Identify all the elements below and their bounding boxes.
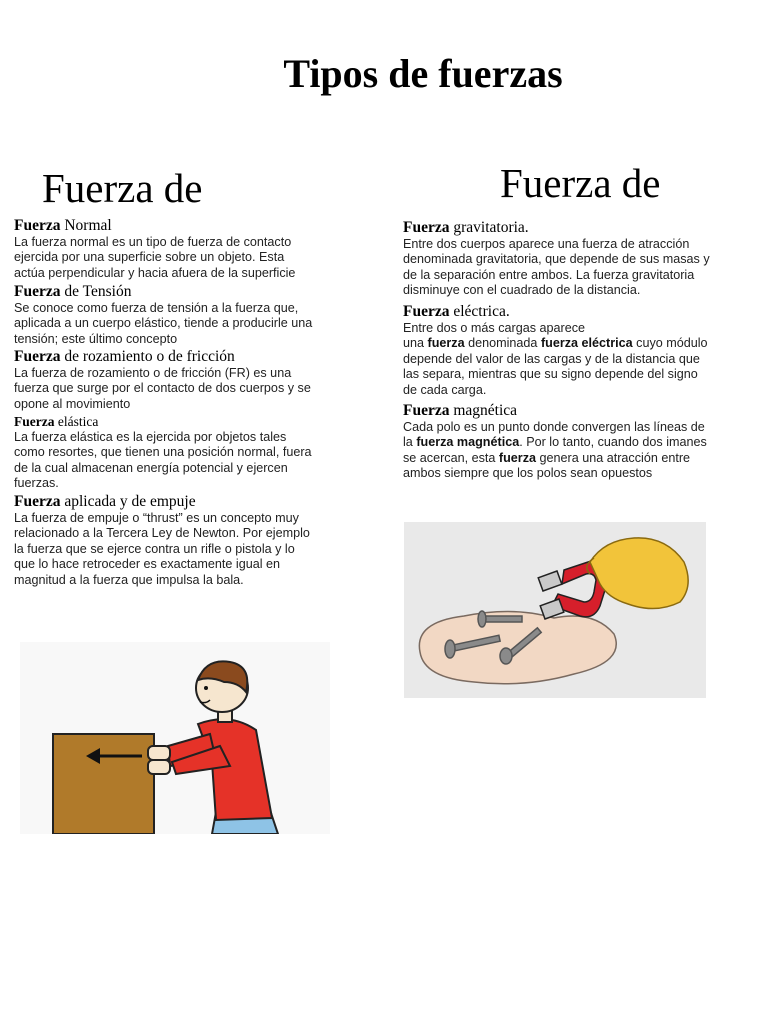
section-heading-rest: eléctrica. <box>449 303 510 320</box>
body-line: depende del valor de las cargas y de la distancia que <box>403 351 700 366</box>
magnet-illustration <box>404 522 706 698</box>
section-heading-bold: Fuerza <box>14 348 61 365</box>
body-line: fuerzas. <box>14 476 59 491</box>
body-line: La fuerza de rozamiento o de fricción (FR) es una <box>14 366 292 380</box>
right-section-gravitational <box>403 219 710 299</box>
section-heading-rest: Normal <box>60 217 112 234</box>
section-heading-rest: magnética <box>449 402 518 419</box>
left-section-normal <box>14 217 295 281</box>
body-line: Entre dos cuerpos aparece una fuerza de atracción <box>403 237 690 251</box>
bold-term: fuerza magnética <box>416 435 520 450</box>
body-line: tensión; este último concepto <box>14 331 178 346</box>
body-line: como resortes, que tienen una posición normal, fuera <box>14 445 312 460</box>
section-heading-rest: elástica <box>54 414 99 429</box>
body-line: opone al movimiento <box>14 396 131 411</box>
body-line: Se conoce como fuerza de tensión a la fuerza que, <box>14 301 299 315</box>
section-heading-rest: de rozamiento o de fricción <box>60 348 235 365</box>
body-line: de cada carga. <box>403 382 487 397</box>
body-line: disminuye con el cuadrado de la distancia. <box>403 283 641 298</box>
body-line: Cada polo es un punto donde convergen las líneas de <box>403 420 705 434</box>
bold-term: fuerza <box>427 336 465 351</box>
text-run: una <box>403 336 428 351</box>
section-heading-bold: Fuerza <box>14 217 61 234</box>
bold-term: fuerza <box>498 450 536 465</box>
body-line: las separa, mientras que su signo depende del signo <box>403 367 698 382</box>
body-line: ambos siempre que los polos sean opuestos <box>403 466 653 481</box>
person-pushing-box-icon <box>20 642 330 834</box>
left-column-heading: Fuerza de <box>42 165 203 211</box>
section-heading-rest: de Tensión <box>60 283 132 300</box>
left-section-tension <box>14 283 312 347</box>
section-heading-bold: Fuerza <box>403 402 450 419</box>
right-section-magnetic <box>403 402 707 482</box>
body-line: la fuerza que se ejerce contra un rifle o pistola y lo <box>14 541 295 556</box>
body-line <box>403 336 708 351</box>
body-line: Entre dos o más cargas aparece <box>403 321 586 335</box>
text-run: genera una atracción entre <box>536 450 691 465</box>
right-section-electric <box>403 303 708 398</box>
section-heading-bold: Fuerza <box>14 493 61 510</box>
body-line: de la cual almacenan energía potencial y ejercen <box>14 460 288 475</box>
right-column-heading: Fuerza de <box>500 160 661 206</box>
left-section-applied <box>14 493 310 588</box>
body-line: La fuerza de empuje o “thrust” es un concepto muy <box>14 511 299 525</box>
body-line <box>403 451 707 466</box>
page-title: Tipos de fuerzas <box>283 51 563 96</box>
text-run: la <box>403 435 417 450</box>
body-line: de la separación entre ambos. La fuerza gravitatoria <box>403 267 695 282</box>
body-line: La fuerza elástica es la ejercida por objetos tales <box>14 430 287 444</box>
section-heading-bold: Fuerza <box>14 283 61 300</box>
body-line: fuerza que surge por el contacto de dos cuerpos y se <box>14 381 311 396</box>
body-line: relacionado a la Tercera Ley de Newton. Por ejemplo <box>14 526 310 541</box>
text-run: cuyo módulo <box>632 336 708 351</box>
text-run: se acercan, esta <box>403 450 499 465</box>
bold-term: fuerza eléctrica <box>540 336 633 351</box>
hand-magnet-nails-icon <box>404 522 706 698</box>
section-heading-bold: Fuerza <box>403 219 450 236</box>
body-line: ejercida por una superficie sobre un objeto. Esta <box>14 250 285 265</box>
text-run: . Por lo tanto, cuando dos imanes <box>519 435 707 450</box>
box-shape <box>53 734 154 834</box>
section-heading-rest: aplicada y de empuje <box>60 493 196 510</box>
section-heading-bold: Fuerza <box>403 303 450 320</box>
text-run: denominada <box>464 336 541 351</box>
body-line: que lo hace retroceder es exactamente igual en <box>14 557 281 572</box>
section-heading-bold: Fuerza <box>14 414 55 429</box>
body-line: actúa perpendicular y hacia afuera de la superficie <box>14 265 296 280</box>
body-line: magnitud a la fuerza que impulsa la bala. <box>14 572 244 587</box>
left-section-friction <box>14 348 311 412</box>
push-illustration <box>20 642 330 834</box>
body-line: aplicada a un cuerpo elástico, tiende a producirle una <box>14 316 313 331</box>
left-section-elastic <box>14 414 312 492</box>
body-line: La fuerza normal es un tipo de fuerza de contacto <box>14 235 292 249</box>
body-line: denominada gravitatoria, que depende de sus masas y <box>403 252 710 267</box>
glove-shape <box>590 538 688 609</box>
section-heading-rest: gravitatoria. <box>449 219 529 236</box>
body-line <box>403 435 707 450</box>
